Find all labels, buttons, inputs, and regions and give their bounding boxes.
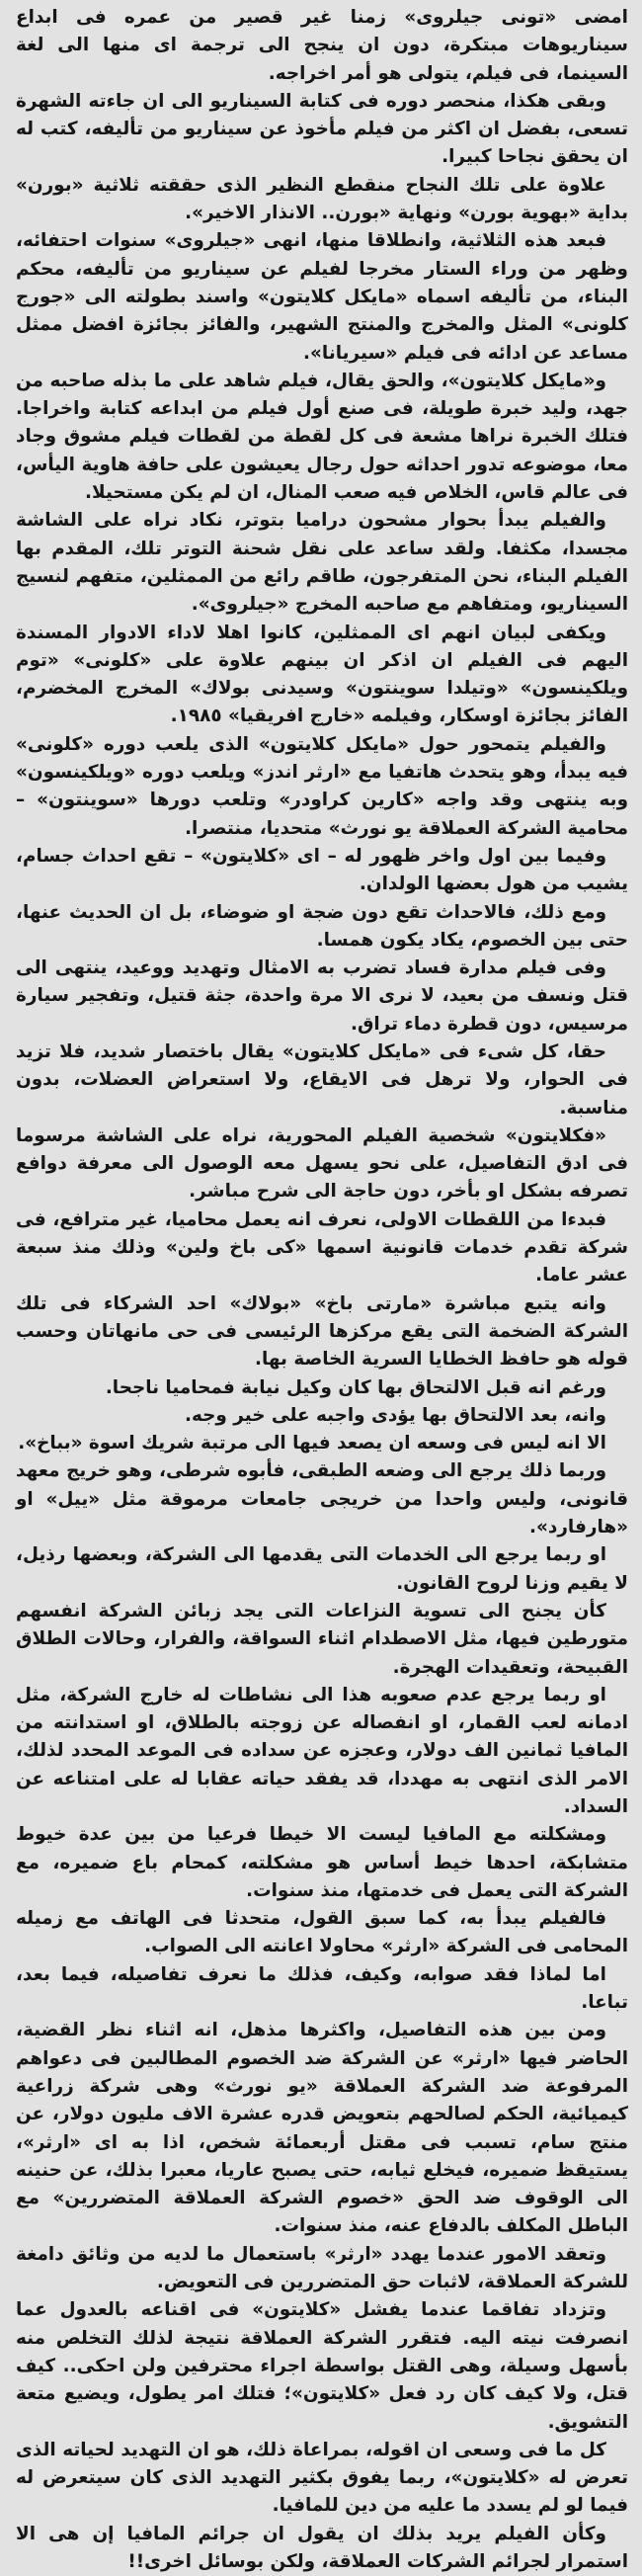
article-paragraph: وفيما بين اول واخر ظهور له – اى «كلايتون» – تقع احداث جسام، يشيب من هول بعضها الولدان.	[16, 845, 628, 895]
article-paragraph: وبقى هكذا، منحصر دوره فى كتابة السيناريو الى ان جاءته الشهرة تسعى، بفضل ان اكثر من فيلم مأخوذ عن سيناريو من تأليفه، كتب له ان يحقق نجاحا كبيرا.	[16, 90, 628, 168]
article-paragraph: او ربما يرجع الى الخدمات التى يقدمها الى الشركة، وبعضها رذيل، لا يقيم وزنا لروح القانون.	[16, 1544, 628, 1594]
article-paragraph: اما لماذا فقد صوابه، وكيف، فذلك ما نعرف تفاصيله، فيما بعد، تباعا.	[16, 1963, 628, 2014]
article-paragraph: وتزداد تفاقما عندما يفشل «كلايتون» فى اقناعه بالعدول عما انصرفت نيته اليه. فتقرر الشركة العملاقة نتيجة لذلك التخلص منه بأسهل وسيلة، وهى القتل بواسطة اجراء محترفين ولن احكى.. كيف قتل، ولا كيف كان رد فعل «كلايتون»؛ فتلك امر يطول، ويضيع متعة التشويق.	[16, 2299, 628, 2433]
article-paragraph: علاوة على تلك النجاح منقطع النظير الذى حققته ثلاثية «بورن» بداية «بهوية بورن» ونهاية «بورن.. الانذار الاخير».	[16, 174, 628, 224]
article-paragraph: و«مايكل كلايتون»، والحق يقال، فيلم شاهد على ما بذله صاحبه من جهد، وليد خبرة طويلة، فى صنع أول فيلم من ابداعه كتابة واخراجا. فتلك الخبرة نراها مشعة فى كل لقطة من لقطات فيلم مشوق وجاد معا، موضوعه تدور احداثه حول رجال يعيشون على حافة هاوية اليأس، فى عالم قاس، الخلاص فيه صعب المنال، ان لم يكن مستحيلا.	[16, 370, 628, 504]
article-paragraph: فالفيلم يبدأ به، كما سبق القول، متحدثا فى الهاتف مع زميله المحامى فى الشركة «ارثر» محاولا اعانته الى الصواب.	[16, 1908, 628, 1957]
article-paragraph: او ربما يرجع عدم صعوبه هذا الى نشاطات له خارج الشركة، مثل ادمانه لعب القمار، او انفصاله عن زوجته بالطلاق، او استدانته من المافيا ثمانين الف دولار، وعجزه عن سداده فى الموعد المحدد لذلك، الامر الذى انتهى به مهددا، قد يفقد حياته عقابا له على امتناعه عن السداد.	[16, 1684, 628, 1817]
article-paragraph: ورغم انه قبل الالتحاق بها كان وكيل نيابة فمحاميا ناجحا.	[105, 1376, 606, 1398]
article-paragraph: حقا، كل شىء فى «مايكل كلايتون» يقال باختصار شديد، فلا تزيد فى الحوار، ولا ترهل فى الايقاع، ولا استعراض العضلات، بدون مناسبة.	[16, 1040, 628, 1119]
article-paragraph: ومع ذلك، فالاحداث تقع دون ضجة او ضوضاء، بل ان الحديث عنها، حتى بين الخصوم، يكاد يكون همسا.	[16, 901, 628, 951]
article-paragraph: الا انه ليس فى وسعه ان يصعد فيها الى مرتبة شريك اسوة «بباخ».	[18, 1433, 606, 1454]
article-paragraph: وكأن الفيلم يريد بذلك ان يقول ان جرائم المافيا إن هى الا استمرار لجرائم الشركات العملاقة، ولكن بوسائل اخرى!!	[16, 2523, 628, 2573]
article-paragraph: فبدءا من اللقطات الاولى، نعرف انه يعمل محاميا، غير مترافع، فى شركة تقدم خدمات قانونية اسمها «كى باخ ولين» وذلك منذ سبعة عشر عاما.	[16, 1208, 628, 1287]
article-paragraph: «فكلايتون» شخصية الفيلم المحورية، نراه على الشاشة مرسوما فى ادق التفاصيل، على نحو يسهل معه الوصول الى معرفة دوافع تصرفه بشكل او بأخر، دون حاجة الى شرح مباشر.	[16, 1124, 628, 1203]
article-paragraph: ومشكلته مع المافيا ليست الا خيطا فرعيا من بين عدة خيوط متشابكة، احدها خيط أساس هو مشكلته، كمحام باع ضميره، مع الشركة التى يعمل فى خدمتها، منذ سنوات.	[16, 1824, 628, 1901]
article-paragraph: فبعد هذه الثلاثية، وانطلاقا منها، انهى «جيلروى» سنوات احتفائه، وظهر من وراء الستار مخرجا لفيلم عن سيناريو من تأليفه، محكم البناء، من تأليفه اسماه «مايكل كلايتون» واسند بطولته الى «جورج كلونى» المثل والمخرج والمنتج الشهير، والفائز بجائزة افضل ممثل مساعد عن ادائه فى فيلم «سيريانا».	[16, 230, 628, 364]
article-paragraph: والفيلم يتمحور حول «مايكل كلايتون» الذى يلعب دوره «كلونى» فيه يبدأ، وهو يتحدث هاتفيا مع «ارثر اندز» ويلعب دوره «ويلكينسون» وبه ينتهى وقد واجه «كارين كراودر» وتلعب دورها «سوينتون» – محامية الشركة العملاقة يو نورث» متحديا، منتصرا.	[16, 733, 628, 839]
article-paragraph: كل ما فى وسعى ان اقوله، بمراعاة ذلك، هو ان التهديد لحياته الذى تعرض له «كلايتون»، ربما يفوق بكثير التهديد الذى كان سيتعرض له فيما لو لم يسدد ما عليه من دين للمافيا.	[16, 2439, 628, 2517]
article-paragraph: وانه، بعد الالتحاق بها يؤدى واجبه على خير وجه.	[185, 1404, 606, 1426]
article-paragraph: والفيلم يبدأ بحوار مشحون دراميا بتوتر، نكاد نراه على الشاشة مجسدا، مكثفا. ولقد ساعد على نقل شحنة التوتر تلك، المقدم بها الفيلم البناء، نحن المتفرجون، طاقم رائع من الممثلين، متفهم لنسيج السيناريو، ومتفاهم مع صاحبه المخرج «جيلروى».	[16, 510, 628, 616]
article-paragraph: وانه يتبع مباشرة «مارتى باخ» «بولاك» احد الشركاء فى تلك الشركة الضخمة التى يقع مركزها الرئيسى فى حى مانهاتان وحسب قوله هو حافظ الخطايا السرية الخاصة بها.	[16, 1292, 628, 1371]
article-paragraph: ويكفى لبيان انهم اى الممثلين، كانوا اهلا لاداء الادوار المسندة اليهم فى الفيلم ان اذكر ان بينهم علاوة على «كلونى» «توم ويلكينسون» «وتيلدا سوينتون» وسيدنى بولاك» المخرج المخضرم، الفائز بجائزة اوسكار، وفيلمه «خارج افريقيا» ١٩٨٥.	[16, 622, 628, 727]
article-paragraph: وربما ذلك يرجع الى وضعه الطبقى، فأبوه شرطى، وهو خريج معهد قانونى، وليس واحدا من خريجى جامعات مرموقة مثل «ييل» او «هارفارد».	[16, 1460, 628, 1538]
article-paragraph: كأن يجنح الى تسوية النزاعات التى يجد زبائن الشركة انفسهم متورطين فيها، مثل الاصطدام اثناء السواقة، والفرار، وحالات الطلاق القبيحة، وتعقيدات الهجرة.	[16, 1600, 628, 1678]
article-paragraph: امضى «تونى جيلروى» زمنا غير قصير من عمره فى ابداع سيناريوهات مبتكرة، دون ان ينجح الى ترجمة اى منها الى لغة السينما، فى فيلم، يتولى هو أمر اخراجه.	[16, 7, 628, 84]
article-paragraph: وفى فيلم مدارة فساد تضرب به الامثال وتهديد ووعيد، ينتهى الى قتل ونسف من بعيد، لا نرى الا مرة واحدة، جثة قتيل، وتفجير سيارة مرسيس، دون قطرة دماء تراق.	[16, 957, 628, 1035]
article-paragraph: وتعقد الامور عندما يهدد «ارثر» باستعمال ما لديه من وثائق دامغة للشركة العملاقة، لاثبات حق المتضررين فى التعويض.	[16, 2243, 628, 2293]
article-paragraph: ومن بين هذه التفاصيل، واكثرها مذهل، انه اثناء نظر القضية، الحاضر فيها «ارثر» عن الشركة ضد الخصوم المطالبين فى دعواهم المرفوعة ضد الشركة العملاقة «يو نورث» وهى شركة زراعية كيميائية، الحكم لصالحهم بتعويض قدره عشرة الاف مليون دولار، عن منتج سام، تسبب فى مقتل أربعمائة شخص، اذا به اى «ارثر»، يستيقظ ضميره، فيخلع ثيابه، حتى يصبح عاريا، معبرا بذلك، عن حنينه الى الوقوف ضد الحق «خصوم الشركة العملاقة المتضررين» مع الباطل المكلف بالدفاع عنه، منذ سنوات.	[16, 2020, 628, 2237]
